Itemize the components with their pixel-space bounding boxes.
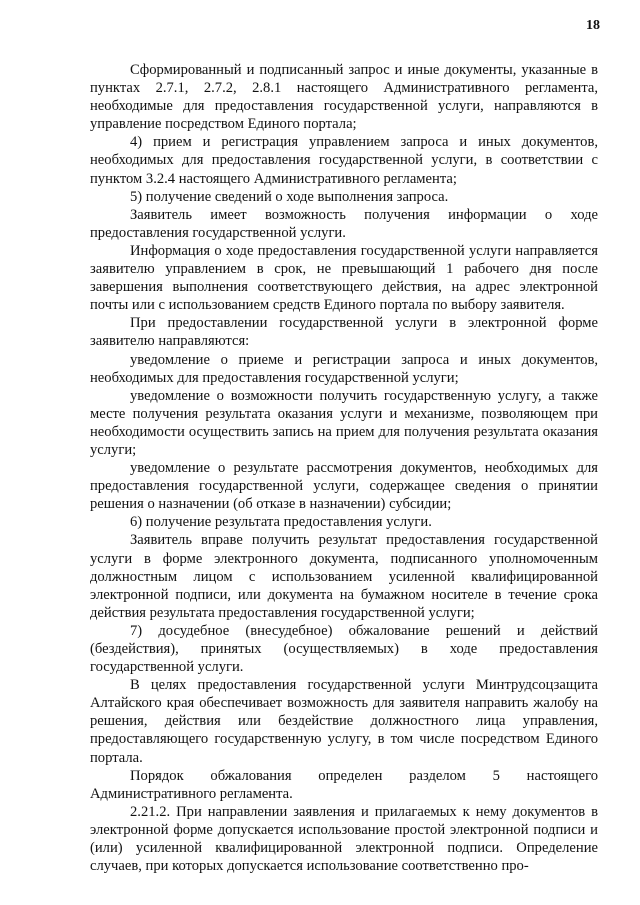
page-number: 18: [586, 18, 600, 33]
paragraph: 5) получение сведений о ходе выполнения запроса.: [130, 188, 449, 205]
paragraph: При предоставлении государственной услуги в электронной форме заявителю направляются:: [90, 315, 598, 350]
paragraph: 6) получение результата предоставления услуги.: [130, 514, 432, 531]
paragraph: уведомление о результате рассмотрения документов, необходимых для предоставления государственной услуги, содержащее сведения о принятии решения о назначении (об отказе в назначении) субсидии;: [90, 460, 598, 513]
paragraph: Информация о ходе предоставления государственной услуги направляется заявителю управлением в срок, не превышающий 1 рабочего дня после завершения выполнения соответствующего действия, на адрес электронной почты или с использованием средств Единого портала по выбору заявителя.: [90, 242, 598, 314]
paragraph: уведомление о приеме и регистрации запроса и иных документов, необходимых для предоставления государственной услуги;: [90, 351, 598, 386]
paragraph: Заявитель имеет возможность получения информации о ходе предоставления государственной услуги.: [90, 206, 598, 241]
paragraph: В целях предоставления государственной услуги Минтрудсоцзащита Алтайского края обеспечивает возможность для заявителя направить жалобу на решения, действия или бездействие должностного лица управления, предоставляющего государственную услугу, в том числе посредством Единого портала.: [90, 677, 598, 766]
paragraph: Заявитель вправе получить результат предоставления государственной услуги в форме электронного документа, подписанного уполномоченным должностным лицом с использованием усиленной квалифицированной электронной подписи, или документа на бумажном носителе в течение срока действия результата предоставления государственной услуги;: [90, 532, 598, 621]
paragraph: 4) прием и регистрация управлением запроса и иных документов, необходимых для предоставления государственной услуги, в соответствии с пунктом 3.2.4 настоящего Административного регламента;: [90, 134, 598, 187]
paragraph: Порядок обжалования определен разделом 5 настоящего Административного регламента.: [90, 767, 598, 802]
paragraph: 2.21.2. При направлении заявления и прилагаемых к нему документов в электронной форме допускается использование простой электронной подписи и (или) усиленной квалифицированной электронной подписи. Определение случаев, при которых допускается использование соответственно про-: [90, 803, 598, 875]
paragraph: 7) досудебное (внесудебное) обжалование решений и действий (бездействия), принятых (осуществляемых) в ходе предоставления государственной услуги.: [90, 622, 598, 676]
paragraph: Сформированный и подписанный запрос и иные документы, указанные в пунктах 2.7.1, 2.7.2, 2.8.1 настоящего Административного регламента, необходимые для предоставления государственной услуги, направляются в управление посредством Единого портала;: [90, 62, 598, 133]
document-body: [90, 61, 598, 875]
paragraph: уведомление о возможности получить государственную услугу, а также месте получения результата оказания услуги и механизме, позволяющем при необходимости осуществить запись на прием для получения результата оказания услуги;: [90, 387, 598, 458]
